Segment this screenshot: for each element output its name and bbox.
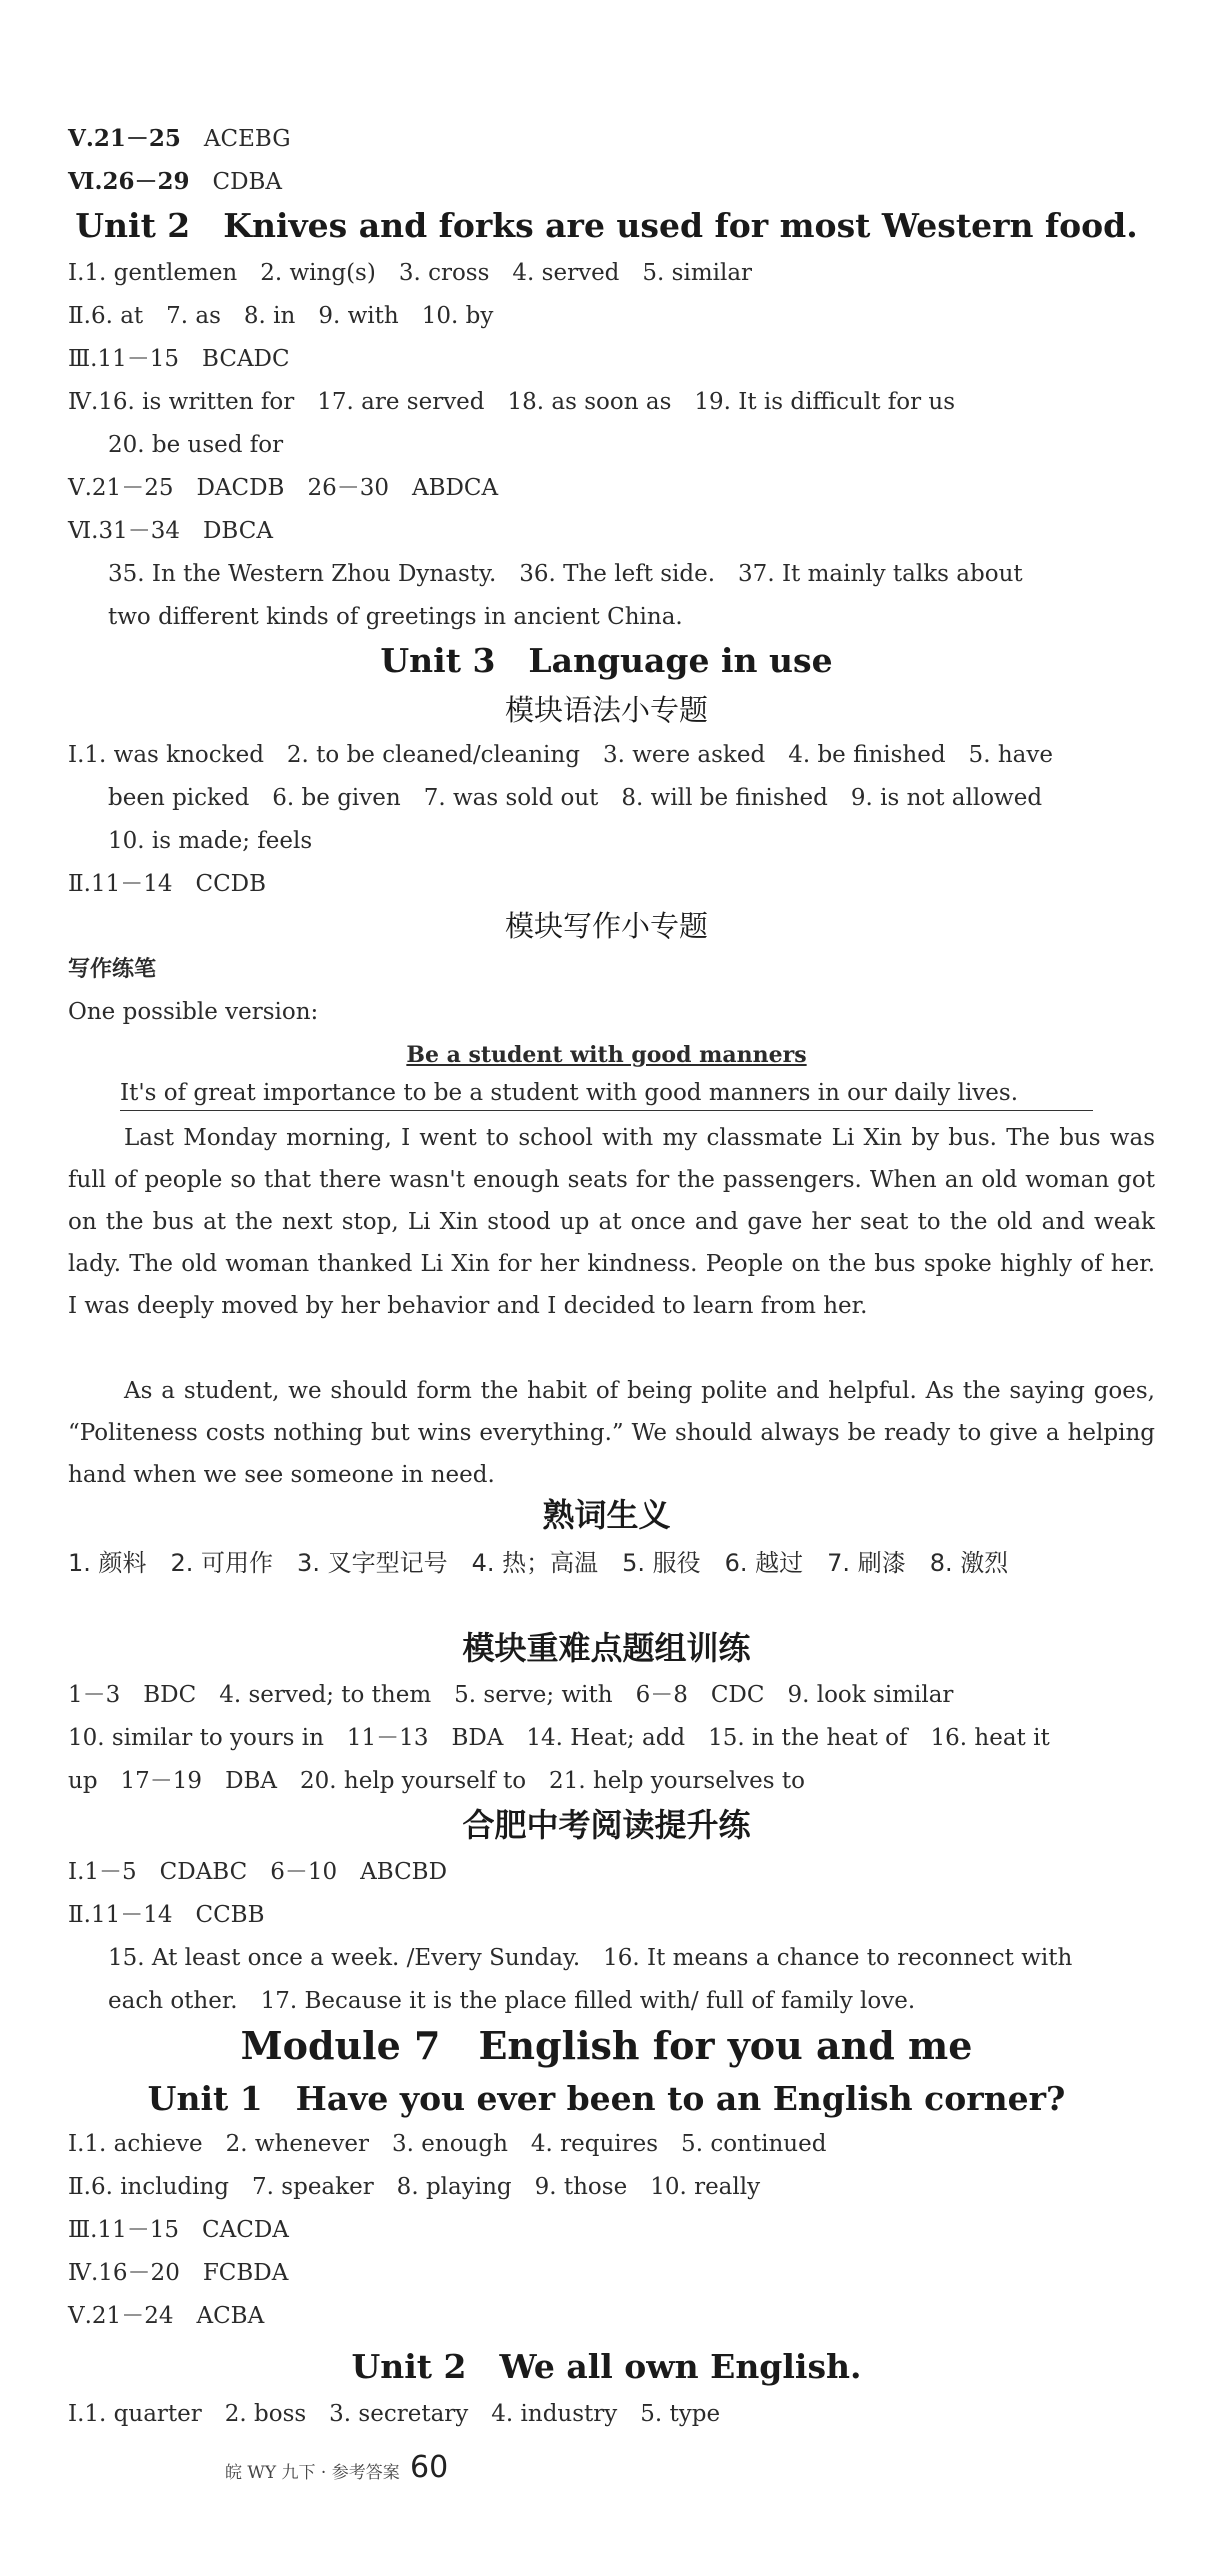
essay-paragraph-2: As a student, we should form the habit of being polite and helpful. As the saying goes, “Politeness costs nothing but wins everything.” We should always be ready to give a helping hand when we see someone in need.: [68, 1378, 1155, 1488]
m7u2-part-i: Ⅰ.1. quarter 2. boss 3. secretary 4. industry 5. type: [68, 2401, 721, 2427]
writing-practice-label: 写作练笔: [68, 957, 157, 982]
hefei-reading-heading: 合肥中考阅读提升练: [462, 1806, 751, 1844]
u2-part-iii: Ⅲ.11－15 BCADC: [68, 346, 290, 372]
m7u1-part-v: Ⅴ.21－24 ACBA: [68, 2303, 265, 2329]
vocab-answers: 1. 颜料 2. 可用作 3. 叉字型记号 4. 热；高温 5. 服役 6. 越过 7. 刷漆 8. 激烈: [68, 1549, 1009, 1577]
module-7-heading: Module 7 English for you and me: [240, 2023, 973, 2068]
u2-part-iv-cont: 20. be used for: [108, 432, 284, 458]
key-points-drill-heading: 模块重难点题组训练: [462, 1629, 751, 1667]
u2-part-iv: Ⅳ.16. is written for 17. are served 18. as soon as 19. It is difficult for us: [68, 389, 956, 415]
essay-paragraph-1: Last Monday morning, I went to school with my classmate Li Xin by bus. The bus was full of people so that there wasn't enough seats for the passengers. When an old woman got on the bus at the next stop, Li Xin stood up at once and gave her seat to the old and weak lady. The old woman thanked Li Xin for her kindness. People on the bus spoke highly of her. I was deeply moved by her behavior and I decided to learn from her.: [68, 1125, 1155, 1319]
u3-part-ii: Ⅱ.11－14 CCDB: [68, 871, 267, 897]
possible-version-label: One possible version:: [68, 999, 319, 1025]
hefei-q15-16: 15. At least once a week. /Every Sunday. 16. It means a chance to reconnect with: [108, 1945, 1073, 1971]
u3-part-i-line1: Ⅰ.1. was knocked 2. to be cleaned/cleaning 3. were asked 4. be finished 5. have: [68, 742, 1053, 768]
u2-part-vi: Ⅵ.31－34 DBCA: [68, 518, 273, 544]
drill-line-1: 1－3 BDC 4. served; to them 5. serve; with 6－8 CDC 9. look similar: [68, 1682, 954, 1708]
hefei-q17: each other. 17. Because it is the place filled with/ full of family love.: [108, 1988, 916, 2014]
module-7-unit-2-heading: Unit 2 We all own English.: [351, 2347, 862, 2386]
essay-topic-sentence: It's of great importance to be a student with good manners in our daily lives.: [120, 1076, 1093, 1111]
grammar-topic-heading: 模块语法小专题: [504, 693, 708, 727]
answer-line-v-21-25: Ⅴ.21－25 ACEBG: [68, 125, 291, 152]
u2-part-ii: Ⅱ.6. at 7. as 8. in 9. with 10. by: [68, 303, 494, 329]
answer-line-vi-26-29: Ⅵ.26－29 CDBA: [68, 168, 283, 195]
u3-part-i-line2: been picked 6. be given 7. was sold out 8. will be finished 9. is not allowed: [108, 785, 1043, 811]
unit-2-heading: Unit 2 Knives and forks are used for most Western food.: [75, 206, 1138, 245]
module-7-unit-1-heading: Unit 1 Have you ever been to an English corner?: [147, 2079, 1066, 2118]
drill-line-3: up 17－19 DBA 20. help yourself to 21. help yourselves to: [68, 1768, 805, 1794]
m7u1-part-iii: Ⅲ.11－15 CACDA: [68, 2217, 289, 2243]
u2-part-vi-q35-37: 35. In the Western Zhou Dynasty. 36. The left side. 37. It mainly talks about: [108, 561, 1023, 587]
u2-part-i: Ⅰ.1. gentlemen 2. wing(s) 3. cross 4. served 5. similar: [68, 260, 753, 286]
u3-part-i-line3: 10. is made; feels: [108, 828, 313, 854]
m7u1-part-ii: Ⅱ.6. including 7. speaker 8. playing 9. those 10. really: [68, 2174, 761, 2200]
essay-title: Be a student with good manners: [406, 1042, 807, 1068]
hefei-part-i: Ⅰ.1－5 CDABC 6－10 ABCBD: [68, 1859, 448, 1885]
m7u1-part-i: Ⅰ.1. achieve 2. whenever 3. enough 4. requires 5. continued: [68, 2131, 827, 2157]
u2-part-vi-q37-cont: two different kinds of greetings in ancient China.: [108, 604, 683, 630]
page-footer-label: 皖 WY 九下 · 参考答案: [225, 2463, 400, 2483]
drill-line-2: 10. similar to yours in 11－13 BDA 14. Heat; add 15. in the heat of 16. heat it: [68, 1725, 1050, 1751]
familiar-word-new-meaning-heading: 熟词生义: [542, 1496, 671, 1534]
m7u1-part-iv: Ⅳ.16－20 FCBDA: [68, 2260, 289, 2286]
page-number: 60: [410, 2450, 449, 2485]
unit-3-heading: Unit 3 Language in use: [380, 641, 833, 680]
writing-topic-heading: 模块写作小专题: [504, 909, 708, 943]
u2-part-v: Ⅴ.21－25 DACDB 26－30 ABDCA: [68, 475, 499, 501]
hefei-part-ii: Ⅱ.11－14 CCBB: [68, 1902, 265, 1928]
